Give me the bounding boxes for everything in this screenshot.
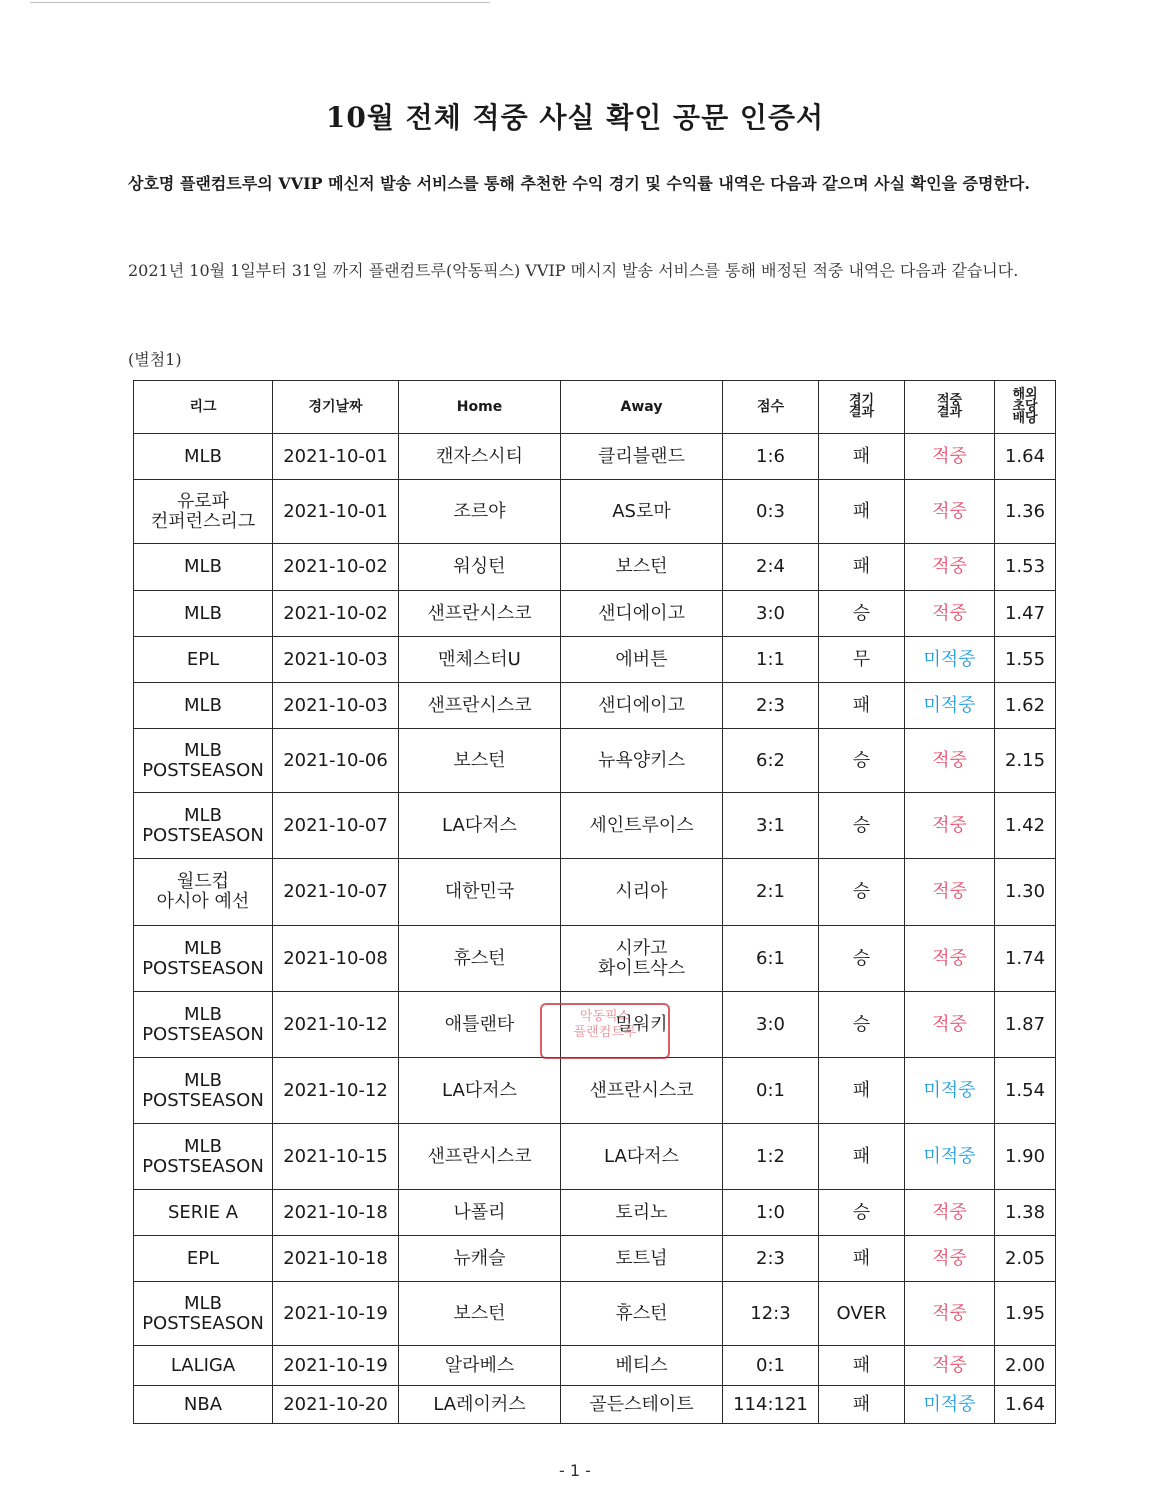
table-row (134, 1124, 1056, 1190)
header-odds: 해외 초당 배당 (995, 381, 1056, 434)
cell-score: 6:2 (723, 729, 819, 793)
cell-hit: 미적중 (905, 683, 995, 729)
table-body (134, 434, 1056, 1424)
cell-away: 샌프란시스코 (561, 1058, 723, 1124)
cell-result: 패 (819, 683, 905, 729)
cell-date: 2021-10-02 (273, 591, 399, 637)
cell-odds: 1.64 (995, 1386, 1056, 1424)
table-row (134, 859, 1056, 926)
cell-score: 3:1 (723, 793, 819, 859)
cell-hit: 미적중 (905, 1124, 995, 1190)
header-result: 경기 결과 (819, 381, 905, 434)
cell-league: 월드컵 아시아 예선 (134, 859, 273, 926)
cell-hit: 미적중 (905, 1058, 995, 1124)
cell-league: 유로파 컨퍼런스리그 (134, 480, 273, 544)
cell-score: 2:3 (723, 1236, 819, 1282)
cell-score: 6:1 (723, 926, 819, 992)
cell-home: 뉴캐슬 (399, 1236, 561, 1282)
page-number: - 1 - (559, 1461, 591, 1480)
cell-home: LA레이커스 (399, 1386, 561, 1424)
cell-score: 1:2 (723, 1124, 819, 1190)
cell-score: 0:1 (723, 1058, 819, 1124)
table-row (134, 1282, 1056, 1346)
cell-odds: 1.62 (995, 683, 1056, 729)
cell-score: 3:0 (723, 591, 819, 637)
cell-hit: 적중 (905, 544, 995, 591)
cell-hit: 적중 (905, 859, 995, 926)
cell-away: 세인트루이스 (561, 793, 723, 859)
cell-date: 2021-10-03 (273, 637, 399, 683)
cell-odds: 1.30 (995, 859, 1056, 926)
header-home: Home (399, 381, 561, 434)
cell-league: LALIGA (134, 1346, 273, 1386)
table-row (134, 434, 1056, 480)
cell-result: 패 (819, 480, 905, 544)
cell-away: LA다저스 (561, 1124, 723, 1190)
cell-league: MLB POSTSEASON (134, 992, 273, 1058)
cell-date: 2021-10-12 (273, 992, 399, 1058)
cell-home: 조르야 (399, 480, 561, 544)
cell-away: 골든스테이트 (561, 1386, 723, 1424)
cell-odds: 2.00 (995, 1346, 1056, 1386)
cell-home: 애틀랜타 (399, 992, 561, 1058)
cell-odds: 2.15 (995, 729, 1056, 793)
cell-home: 보스턴 (399, 729, 561, 793)
cell-date: 2021-10-15 (273, 1124, 399, 1190)
cell-result: 패 (819, 1124, 905, 1190)
cell-date: 2021-10-18 (273, 1190, 399, 1236)
cell-league: MLB (134, 544, 273, 591)
cell-result: 패 (819, 434, 905, 480)
cell-date: 2021-10-12 (273, 1058, 399, 1124)
table-row (134, 1386, 1056, 1424)
cell-date: 2021-10-19 (273, 1282, 399, 1346)
cell-away: 샌디에이고 (561, 683, 723, 729)
cell-away: 토리노 (561, 1190, 723, 1236)
cell-odds: 1.53 (995, 544, 1056, 591)
cell-date: 2021-10-19 (273, 1346, 399, 1386)
table-row (134, 1346, 1056, 1386)
cell-result: 패 (819, 1236, 905, 1282)
cell-score: 1:6 (723, 434, 819, 480)
cell-odds: 1.87 (995, 992, 1056, 1058)
cell-score: 1:1 (723, 637, 819, 683)
cell-score: 12:3 (723, 1282, 819, 1346)
table-row (134, 793, 1056, 859)
cell-league: EPL (134, 1236, 273, 1282)
table-row (134, 1058, 1056, 1124)
cell-date: 2021-10-02 (273, 544, 399, 591)
cell-date: 2021-10-01 (273, 480, 399, 544)
table-row (134, 926, 1056, 992)
cell-away: 베티스 (561, 1346, 723, 1386)
cell-odds: 1.47 (995, 591, 1056, 637)
cell-hit: 미적중 (905, 1386, 995, 1424)
cell-league: MLB POSTSEASON (134, 1282, 273, 1346)
cell-home: 샌프란시스코 (399, 1124, 561, 1190)
table-row (134, 992, 1056, 1058)
cell-date: 2021-10-03 (273, 683, 399, 729)
cell-odds: 1.55 (995, 637, 1056, 683)
cell-hit: 적중 (905, 1346, 995, 1386)
cell-league: EPL (134, 637, 273, 683)
cell-away: AS로마 (561, 480, 723, 544)
cell-result: 승 (819, 591, 905, 637)
cell-hit: 적중 (905, 729, 995, 793)
cell-away: 시카고 화이트삭스 (561, 926, 723, 992)
table-row (134, 591, 1056, 637)
certification-statement: 상호명 플랜컴트루의 VVIP 메신저 발송 서비스를 통해 추천한 수익 경기 및 수익률 내역은 다음과 같으며 사실 확인을 증명한다. (128, 174, 1030, 193)
cell-hit: 적중 (905, 992, 995, 1058)
cell-score: 0:1 (723, 1346, 819, 1386)
cell-odds: 1.54 (995, 1058, 1056, 1124)
header-league: 리그 (134, 381, 273, 434)
table-row (134, 683, 1056, 729)
cell-date: 2021-10-20 (273, 1386, 399, 1424)
cell-odds: 1.42 (995, 793, 1056, 859)
cell-hit: 미적중 (905, 637, 995, 683)
seal-stamp: 악동픽스 플랜컴트루 (540, 1003, 670, 1059)
cell-result: 패 (819, 1058, 905, 1124)
header-away: Away (561, 381, 723, 434)
cell-odds: 1.90 (995, 1124, 1056, 1190)
cell-league: MLB POSTSEASON (134, 1058, 273, 1124)
table-row (134, 1190, 1056, 1236)
cell-date: 2021-10-07 (273, 793, 399, 859)
cell-hit: 적중 (905, 434, 995, 480)
cell-home: 캔자스시티 (399, 434, 561, 480)
cell-away: 에버튼 (561, 637, 723, 683)
cell-date: 2021-10-01 (273, 434, 399, 480)
cell-hit: 적중 (905, 1282, 995, 1346)
cell-result: 무 (819, 637, 905, 683)
cell-score: 3:0 (723, 992, 819, 1058)
cell-hit: 적중 (905, 793, 995, 859)
annex-label: (별첨1) (128, 350, 182, 369)
cell-result: 패 (819, 544, 905, 591)
cell-odds: 2.05 (995, 1236, 1056, 1282)
table-header-row (134, 381, 1056, 434)
cell-away: 토트넘 (561, 1236, 723, 1282)
cell-away: 휴스턴 (561, 1282, 723, 1346)
cell-result: 패 (819, 1346, 905, 1386)
cell-league: MLB (134, 434, 273, 480)
cell-odds: 1.38 (995, 1190, 1056, 1236)
cell-away: 보스턴 (561, 544, 723, 591)
top-rule (30, 2, 490, 3)
cell-hit: 적중 (905, 480, 995, 544)
table-row (134, 1236, 1056, 1282)
document-title: 10월 전체 적중 사실 확인 공문 인증서 (325, 101, 825, 134)
cell-score: 114:121 (723, 1386, 819, 1424)
cell-result: 승 (819, 992, 905, 1058)
header-score: 점수 (723, 381, 819, 434)
cell-result: 승 (819, 793, 905, 859)
table-row (134, 729, 1056, 793)
cell-away: 뉴욕양키스 (561, 729, 723, 793)
cell-hit: 적중 (905, 1190, 995, 1236)
cell-score: 1:0 (723, 1190, 819, 1236)
cell-league: MLB (134, 591, 273, 637)
cell-odds: 1.95 (995, 1282, 1056, 1346)
cell-home: 샌프란시스코 (399, 591, 561, 637)
cell-league: MLB POSTSEASON (134, 793, 273, 859)
cell-home: 대한민국 (399, 859, 561, 926)
cell-home: 맨체스터U (399, 637, 561, 683)
header-date: 경기날짜 (273, 381, 399, 434)
cell-home: 알라베스 (399, 1346, 561, 1386)
cell-result: 패 (819, 1386, 905, 1424)
cell-away: 시리아 (561, 859, 723, 926)
cell-league: MLB POSTSEASON (134, 729, 273, 793)
cell-home: 휴스턴 (399, 926, 561, 992)
cell-result: OVER (819, 1282, 905, 1346)
cell-home: LA다저스 (399, 793, 561, 859)
cell-home: 샌프란시스코 (399, 683, 561, 729)
cell-away: 밀워키 (561, 992, 723, 1058)
cell-score: 2:1 (723, 859, 819, 926)
cell-result: 승 (819, 926, 905, 992)
results-table (133, 380, 1056, 1424)
cell-odds: 1.74 (995, 926, 1056, 992)
cell-result: 승 (819, 1190, 905, 1236)
cell-league: NBA (134, 1386, 273, 1424)
cell-league: SERIE A (134, 1190, 273, 1236)
cell-hit: 적중 (905, 926, 995, 992)
header-hit: 적중 결과 (905, 381, 995, 434)
cell-league: MLB (134, 683, 273, 729)
cell-date: 2021-10-06 (273, 729, 399, 793)
cell-result: 승 (819, 729, 905, 793)
cell-date: 2021-10-18 (273, 1236, 399, 1282)
table-row (134, 480, 1056, 544)
period-description: 2021년 10월 1일부터 31일 까지 플랜컴트루(악동픽스) VVIP 메시지 발송 서비스를 통해 배정된 적중 내역은 다음과 같습니다. (128, 261, 1019, 280)
cell-odds: 1.64 (995, 434, 1056, 480)
cell-home: LA다저스 (399, 1058, 561, 1124)
cell-hit: 적중 (905, 591, 995, 637)
cell-home: 보스턴 (399, 1282, 561, 1346)
cell-odds: 1.36 (995, 480, 1056, 544)
cell-score: 2:3 (723, 683, 819, 729)
cell-result: 승 (819, 859, 905, 926)
cell-league: MLB POSTSEASON (134, 926, 273, 992)
cell-home: 워싱턴 (399, 544, 561, 591)
cell-date: 2021-10-08 (273, 926, 399, 992)
cell-score: 0:3 (723, 480, 819, 544)
cell-away: 샌디에이고 (561, 591, 723, 637)
cell-home: 나폴리 (399, 1190, 561, 1236)
cell-away: 클리블랜드 (561, 434, 723, 480)
table-row (134, 637, 1056, 683)
cell-hit: 적중 (905, 1236, 995, 1282)
cell-score: 2:4 (723, 544, 819, 591)
table-row (134, 544, 1056, 591)
cell-date: 2021-10-07 (273, 859, 399, 926)
cell-league: MLB POSTSEASON (134, 1124, 273, 1190)
